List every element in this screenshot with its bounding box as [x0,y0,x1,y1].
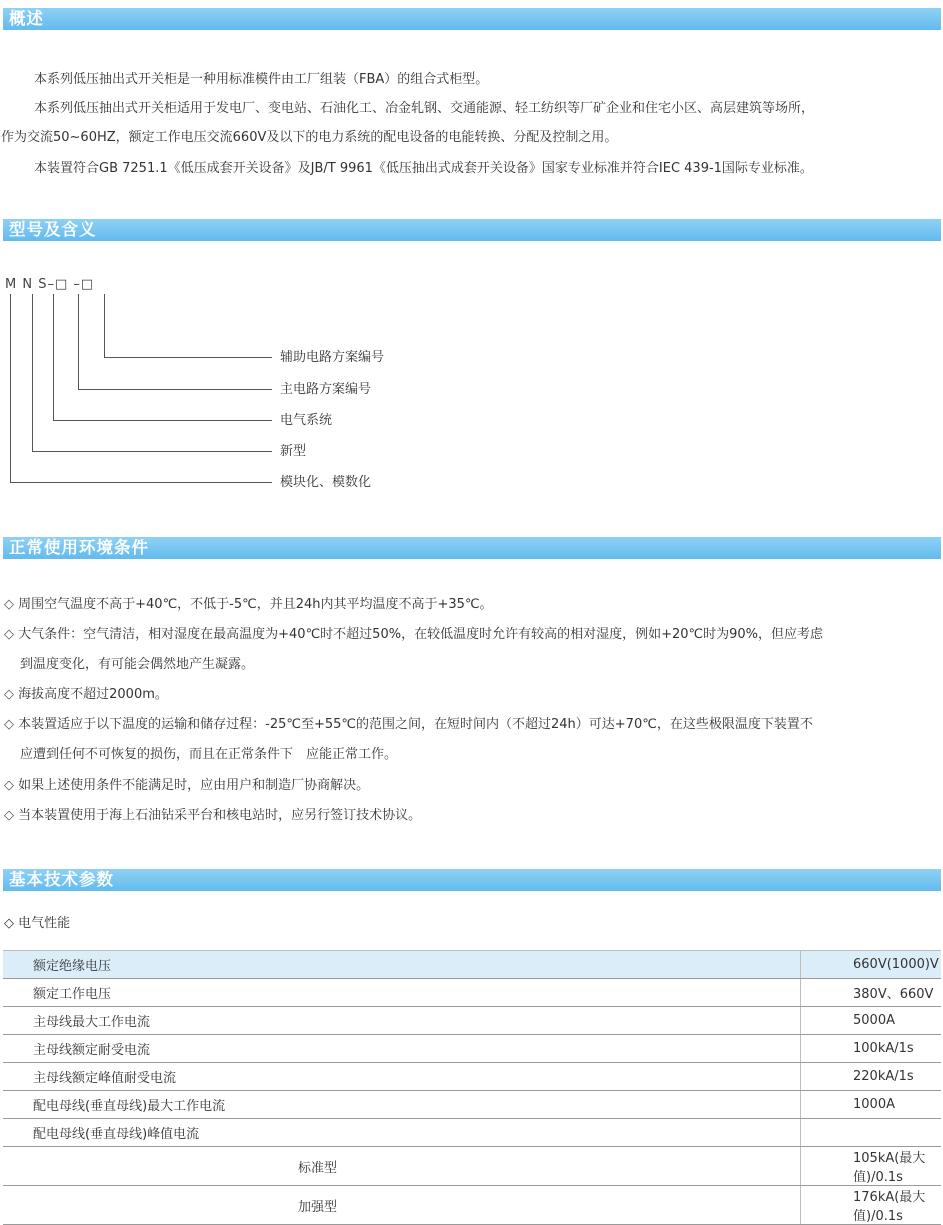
connector-line [104,294,105,357]
overview-paragraph-3: 本装置符合GB 7251.1《低压成套开关设备》及JB/T 9961《低压抽出式成套开关设备》国家专业标准并符合IEC 439-1国际专业标准。 [34,161,813,176]
model-label-aux-circuit: 辅助电路方案编号 [280,350,385,365]
param-name: 额定工作电压 [3,979,801,1007]
table-row [3,1035,941,1063]
diamond-bullet-icon: ◇ [4,808,14,823]
environment-item: ◇ 当本装置使用于海上石油钻采平台和核电站时，应另行签订技术协议。 [4,808,422,823]
environment-item: ◇ 本装置适应于以下温度的运输和储存过程：-25℃至+55℃的范围之间，在短时间内（不超过24h）可达+70℃，在这些极限温度下装置不 [4,717,813,732]
subsection-title-electrical: ◇ 电气性能 [4,916,71,931]
param-subname: 标准型 [3,1147,801,1186]
section-header-model [3,219,941,241]
connector-line [53,420,272,421]
table-row [3,1007,941,1035]
diamond-bullet-icon: ◇ [4,687,14,702]
connector-line [10,482,272,483]
param-value: 105kA(最大值)/0.1s [801,1147,942,1186]
section-title: 型号及含义 [9,220,97,239]
param-value: 380V、660V [801,979,942,1007]
model-label-modular: 模块化、模数化 [280,475,372,490]
environment-item-cont: 到温度变化，有可能会偶然地产生凝露。 [20,657,255,672]
diamond-bullet-icon: ◇ [4,778,14,793]
connector-line [78,294,79,389]
section-header-overview [3,8,941,30]
section-title: 概述 [9,9,44,28]
param-value: 100kA/1s [801,1035,942,1063]
environment-item-cont: 应遭到任何不可恢复的损伤，而且在正常条件下 应能正常工作。 [20,747,398,762]
overview-paragraph-2: 本系列低压抽出式开关柜适用于发电厂、变电站、石油化工、冶金轧钢、交通能源、轻工纺织等厂矿企业和住宅小区、高层建筑等场所， [34,101,815,116]
overview-paragraph-2-cont: 作为交流50~60HZ，额定工作电压交流660V及以下的电力系统的配电设备的电能转换、分配及控制之用。 [1,130,618,145]
param-value: 220kA/1s [801,1063,942,1091]
model-code: M N S–□ –□ [5,277,95,292]
connector-line [32,294,33,451]
overview-paragraph-1: 本系列低压抽出式开关柜是一种用标准模件由工厂组装（FBA）的组合式柜型。 [34,72,489,87]
connector-line [53,294,54,420]
param-value [801,1119,942,1147]
model-label-main-circuit: 主电路方案编号 [280,382,372,397]
param-name: 额定绝缘电压 [3,951,801,979]
param-name: 主母线最大工作电流 [3,1007,801,1035]
diamond-bullet-icon: ◇ [4,627,14,642]
model-label-new-type: 新型 [280,444,307,459]
table-row [3,951,941,979]
section-title: 正常使用环境条件 [9,538,149,557]
diamond-bullet-icon: ◇ [4,717,14,732]
environment-item: ◇ 如果上述使用条件不能满足时，应由用户和制造厂协商解决。 [4,778,370,793]
table-row [3,1063,941,1091]
table-row [3,1091,941,1119]
param-name: 配电母线(垂直母线)最大工作电流 [3,1091,801,1119]
param-name: 主母线额定峰值耐受电流 [3,1063,801,1091]
connector-line [10,294,11,482]
table-row [3,1147,941,1186]
connector-line [104,357,272,358]
table-row [3,979,941,1007]
param-value: 176kA(最大值)/0.1s [801,1186,942,1225]
section-header-tech [3,869,941,891]
param-value: 5000A [801,1007,942,1035]
environment-item: ◇ 海拔高度不超过2000m。 [4,687,168,702]
param-value: 1000A [801,1091,942,1119]
connector-line [32,451,272,452]
section-header-environment [3,537,941,559]
environment-item: ◇ 周围空气温度不高于+40℃，不低于-5℃，并且24h内其平均温度不高于+35℃。 [4,597,493,612]
param-subname: 加强型 [3,1186,801,1225]
spec-table [3,950,941,1225]
table-row [3,1186,941,1225]
diamond-bullet-icon: ◇ [4,597,14,612]
environment-item: ◇ 大气条件：空气清洁，相对湿度在最高温度为+40℃时不超过50%，在较低温度时允许有较高的相对湿度，例如+20℃时为90%，但应考虑 [4,627,823,642]
connector-line [78,389,272,390]
param-value: 660V(1000)V [801,951,942,979]
model-label-electrical-system: 电气系统 [280,413,333,428]
table-row [3,1119,941,1147]
param-name: 主母线额定耐受电流 [3,1035,801,1063]
param-name: 配电母线(垂直母线)峰值电流 [3,1119,801,1147]
section-title: 基本技术参数 [9,870,114,889]
